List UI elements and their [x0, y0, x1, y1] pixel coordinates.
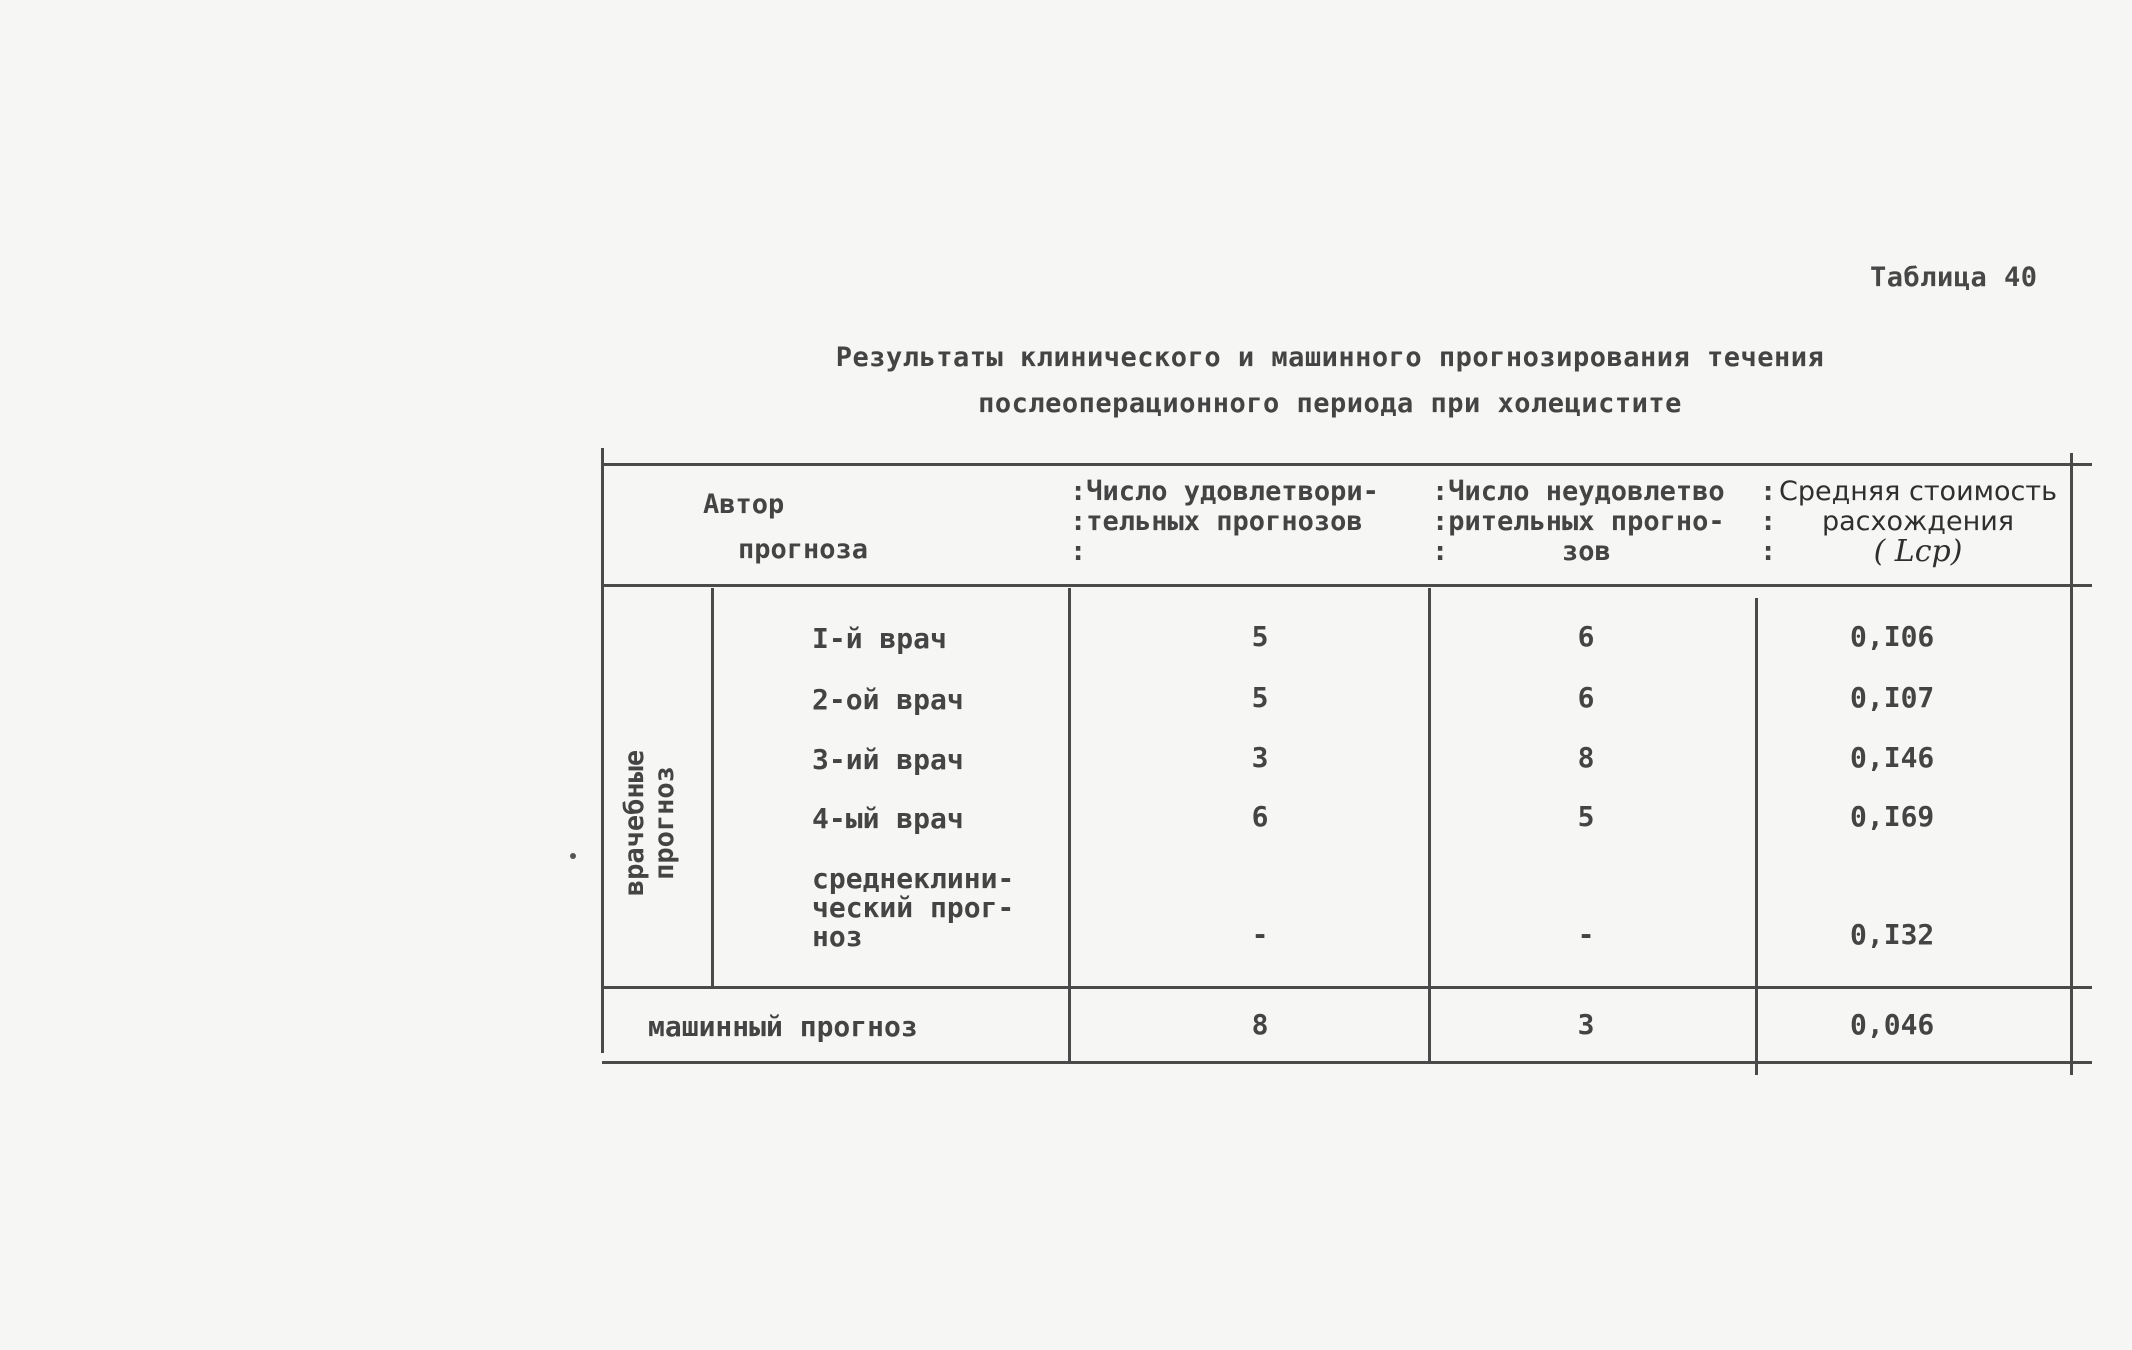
- row-3-satisfactory: 3: [1251, 741, 1269, 774]
- group-bottom-rule: [602, 986, 2092, 989]
- row-2-satisfactory: 5: [1251, 681, 1269, 714]
- machine-row-satisfactory: 8: [1251, 1008, 1269, 1041]
- header-satisfactory: :Число удовлетвори- :тельных прогнозов :: [1070, 476, 1379, 567]
- row-1-satisfactory: 5: [1251, 620, 1269, 653]
- title-line-1: Результаты клинического и машинного прогнозирования течения: [835, 342, 1825, 373]
- row-4-author: 4-ый врач: [812, 802, 964, 835]
- table-top-rule: [602, 463, 2092, 466]
- header-cost-line1: Средняя стоимость: [1778, 476, 2057, 507]
- row-3-cost: 0,I46: [1850, 741, 1935, 774]
- row-1-cost: 0,I06: [1850, 620, 1935, 653]
- machine-row-unsatisfactory: 3: [1577, 1008, 1595, 1041]
- col1-divider: [1068, 588, 1071, 1062]
- table-bottom-rule: [602, 1061, 2092, 1064]
- row-3-author: 3-ий врач: [812, 743, 964, 776]
- group-label-line2: прогноз: [649, 766, 680, 880]
- row-5-author-line3: ноз: [812, 920, 863, 953]
- row-4-cost: 0,I69: [1850, 800, 1935, 833]
- header-col4-separator: : : :: [1760, 476, 1777, 567]
- header-unsatisfactory: :Число неудовлетво :рительных прогно- : зов: [1432, 476, 1725, 567]
- row-2-author: 2-ой врач: [812, 683, 964, 716]
- scan-speck: [570, 853, 576, 859]
- row-5-cost: 0,I32: [1850, 918, 1935, 951]
- header-author-line2: прогноза: [738, 534, 869, 565]
- row-4-unsatisfactory: 5: [1577, 800, 1595, 833]
- machine-row-author: машинный прогноз: [648, 1010, 918, 1043]
- row-1-unsatisfactory: 6: [1577, 620, 1595, 653]
- row-1-author: I-й врач: [812, 622, 947, 655]
- row-5-author-line1: среднеклини-: [812, 862, 1015, 895]
- header-bottom-rule: [602, 584, 2092, 587]
- title-line-2: послеоперационного периода при холецистите: [978, 388, 1682, 419]
- row-3-unsatisfactory: 8: [1577, 741, 1595, 774]
- header-cost-line2: расхождения: [1821, 506, 2015, 537]
- header-author-line1: Автор: [703, 489, 785, 520]
- row-2-unsatisfactory: 6: [1577, 681, 1595, 714]
- table-title: [780, 335, 1880, 427]
- group-divider: [711, 588, 714, 986]
- row-5-unsatisfactory: -: [1577, 918, 1595, 951]
- row-4-satisfactory: 6: [1251, 800, 1269, 833]
- group-label-doctors: [620, 750, 680, 896]
- row-2-cost: 0,I07: [1850, 681, 1935, 714]
- table-number: Таблица 40: [1870, 262, 2038, 293]
- table-left-border: [601, 448, 604, 1053]
- group-label-line1: врачебные: [619, 749, 650, 897]
- header-cost: [1778, 477, 2058, 567]
- col3-divider: [1755, 598, 1758, 1075]
- row-5-author-line2: ческий прог-: [812, 891, 1015, 924]
- table-right-border: [2070, 453, 2073, 1075]
- header-cost-line3: ( Lcp): [1873, 534, 1963, 569]
- machine-row-cost: 0,046: [1850, 1008, 1935, 1041]
- col2-divider: [1428, 588, 1431, 1062]
- row-5-satisfactory: -: [1251, 918, 1269, 951]
